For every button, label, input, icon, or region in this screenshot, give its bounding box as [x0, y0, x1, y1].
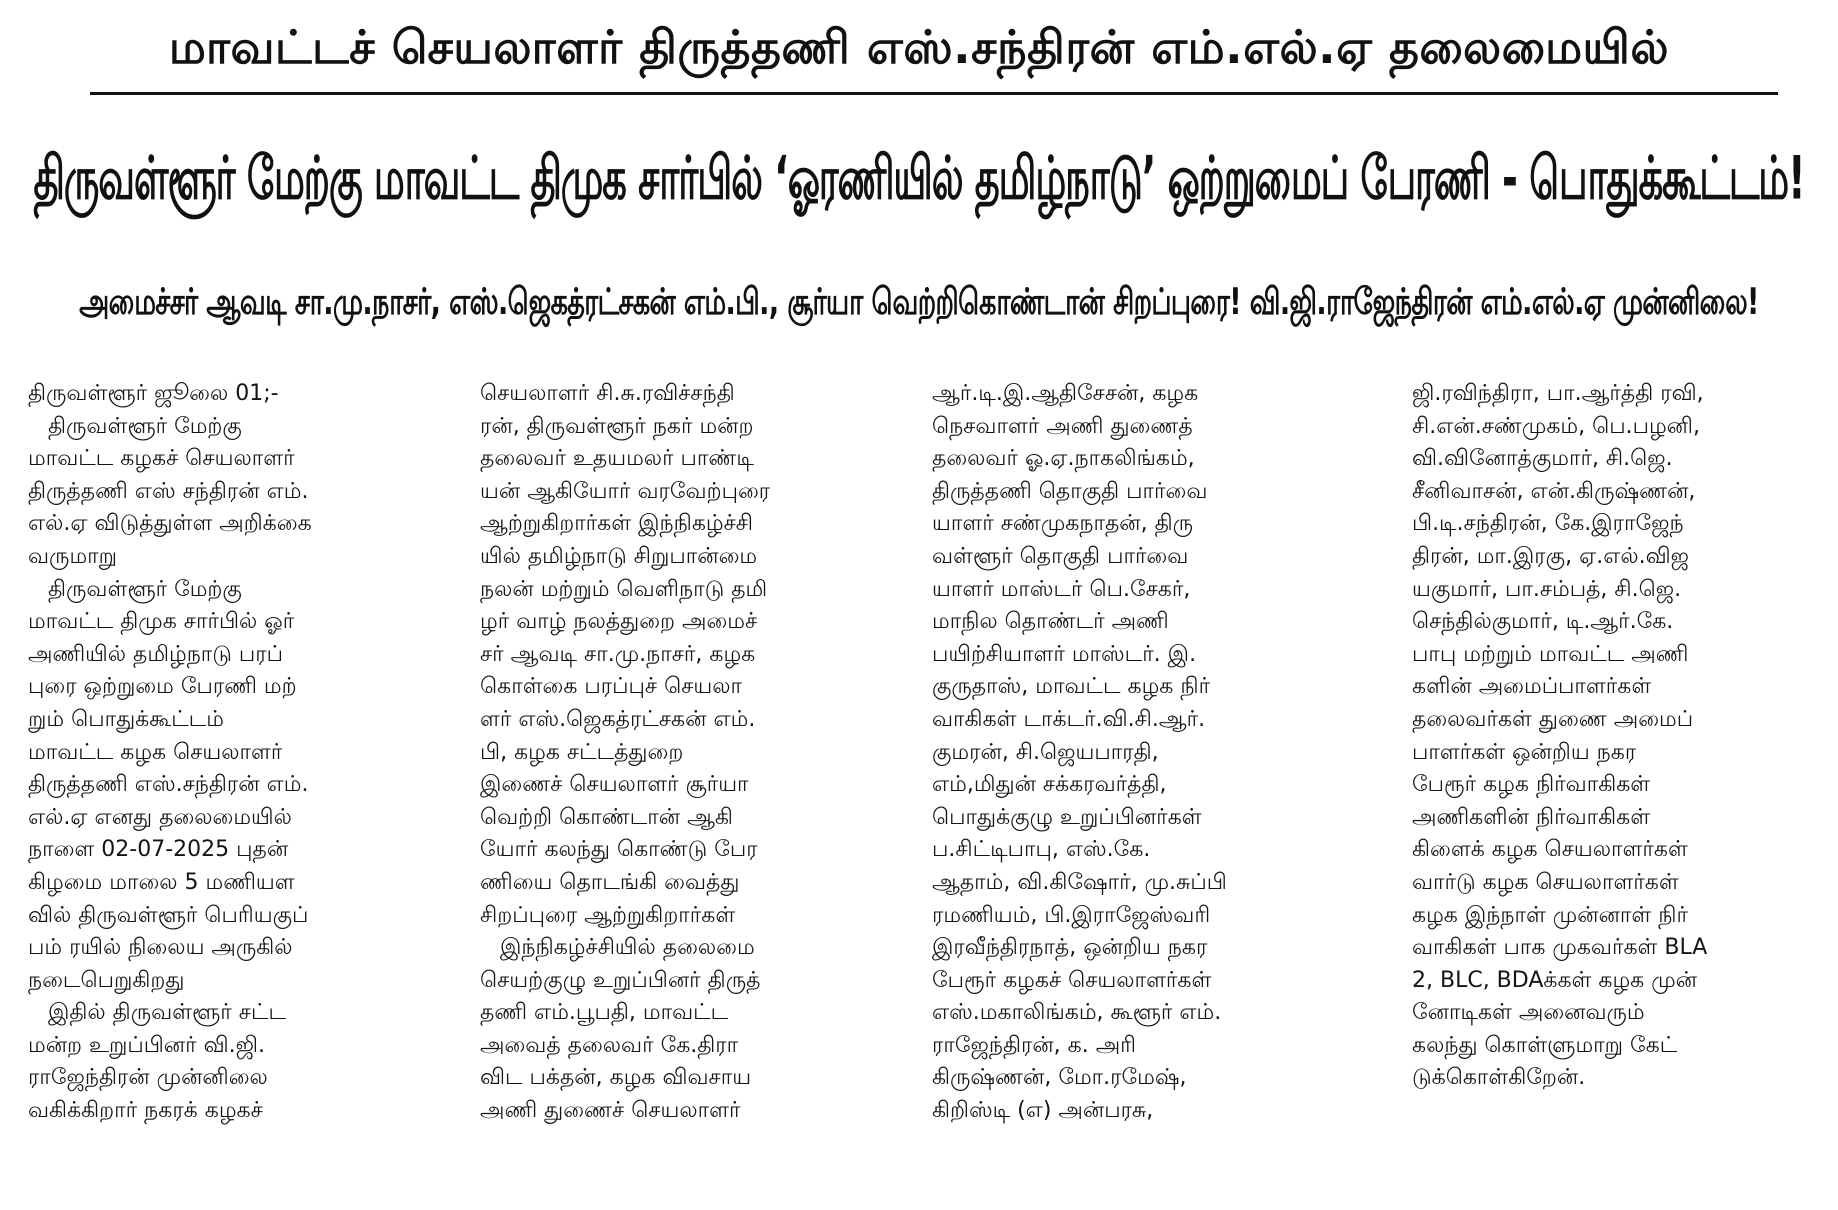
article-text-line: ரன், திருவள்ளூர் நகர் மன்ற	[480, 413, 754, 439]
article-text-line: ராஜேந்திரன் முன்னிலை	[28, 1065, 268, 1091]
article-text-line: பேரூர் கழகச் செயலாளர்கள்	[932, 967, 1212, 993]
article-text-line: கலந்து கொள்ளுமாறு கேட்	[1412, 1032, 1678, 1058]
article-text-line: களின் அமைப்பாளர்கள்	[1412, 674, 1652, 700]
article-column-3	[932, 378, 1352, 1208]
article-text-line: நாளை 02-07-2025 புதன்	[28, 837, 289, 863]
article-text-line: பயிற்சியாளர் மாஸ்டர். இ.	[932, 641, 1197, 667]
article-text-line: யன் ஆகியோர் வரவேற்புரை	[480, 478, 771, 504]
article-text-line: ராஜேந்திரன், க. அரி	[932, 1032, 1136, 1058]
article-text-line: சி.என்.சண்முகம், பெ.பழனி,	[1412, 413, 1700, 439]
article-text-line: வாகிகள் டாக்டர்.வி.சி.ஆர்.	[932, 706, 1206, 732]
article-text-line: ப.சிட்டிபாபு, எஸ்.கே.	[932, 837, 1151, 863]
article-text-line: கிறிஸ்டி (எ) அன்பரசு,	[932, 1098, 1154, 1124]
article-text-line: ஆற்றுகிறார்கள் இந்நிகழ்ச்சி	[480, 511, 754, 537]
article-text-line: நடைபெறுகிறது	[28, 967, 185, 993]
article-body	[28, 378, 1818, 1208]
article-text-line: அணிகளின் நிர்வாகிகள்	[1412, 804, 1651, 830]
article-text-line: திருவள்ளூர் மேற்கு	[48, 576, 242, 602]
article-text-line: வில் திருவள்ளூர் பெரியகுப்	[28, 902, 309, 928]
article-text-line: திருத்தணி எஸ்.சந்திரன் எம்.	[28, 772, 309, 798]
article-text-line: குருதாஸ், மாவட்ட கழக நிர்	[932, 674, 1211, 700]
article-text-line: மாவட்ட திமுக சார்பில் ஓர்	[28, 609, 295, 635]
article-text-line: எம்,மிதுன் சக்கரவர்த்தி,	[932, 772, 1167, 798]
article-text-line: வருமாறு	[28, 543, 118, 569]
article-text-line: ஆதாம், வி.கிஷோர், மு.சுப்பி	[932, 869, 1227, 895]
article-text-line: யோர் கலந்து கொண்டு பேர	[480, 837, 758, 863]
article-text-line: யாளர் சண்முகநாதன், திரு	[932, 511, 1194, 537]
article-text-line: திருத்தணி எஸ் சந்திரன் எம்.	[28, 478, 309, 504]
article-text-line: வார்டு கழக செயலாளர்கள்	[1412, 869, 1679, 895]
article-text-line: வெற்றி கொண்டான் ஆகி	[480, 804, 733, 830]
article-text-line: தலைவர்கள் துணை அமைப்	[1412, 706, 1694, 732]
article-text-line: ணியை தொடங்கி வைத்து	[480, 869, 740, 895]
article-text-line: பாபு மற்றும் மாவட்ட அணி	[1412, 641, 1689, 667]
article-text-line: பேரூர் கழக நிர்வாகிகள்	[1412, 772, 1651, 798]
article-text-line: ஆர்.டி.இ.ஆதிசேசன், கழக	[932, 381, 1199, 406]
subheadline: அமைச்சர் ஆவடி சா.மு.நாசர், எஸ்.ஜெகத்ரட்சகன் எம்.பி., சூர்யா வெற்றிகொண்டான் சிறப்புரை! வி.ஜி.ராஜேந்திரன் எம்.எல்.ஏ முன்னிலை!	[79, 281, 1759, 324]
article-text-line: திருவள்ளூர் ஜூலை 01;-	[28, 381, 279, 406]
article-text-line: பம் ரயில் நிலைய அருகில்	[28, 935, 293, 961]
article-text-line: விட பக்தன், கழக விவசாய	[480, 1065, 752, 1091]
article-text-line: கிழமை மாலை 5 மணியள	[28, 869, 295, 895]
article-text-line: 2, BLC, BDAக்கள் கழக முன்	[1412, 967, 1697, 993]
article-text-line: ரமணியம், பி.இராஜேஸ்வரி	[932, 902, 1211, 928]
article-text-line: சீனிவாசன், என்.கிருஷ்ணன்,	[1412, 478, 1696, 504]
article-text-line: ளர் எஸ்.ஜெகத்ரட்சகன் எம்.	[480, 706, 756, 732]
article-text-line: டுக்கொள்கிறேன்.	[1412, 1065, 1586, 1091]
article-text-line: யாளர் மாஸ்டர் பெ.சேகர்,	[932, 576, 1191, 602]
article-text-line: திரன், மா.இரகு, ஏ.எல்.விஜ	[1412, 543, 1689, 569]
article-column-1	[28, 378, 448, 1208]
article-text-line: செயற்குழு உறுப்பினர் திருத்	[480, 967, 761, 993]
kicker-headline: மாவட்டச் செயலாளர் திருத்தணி எஸ்.சந்திரன் எம்.எல்.ஏ தலைமையில்	[168, 20, 1670, 74]
article-text-line: வள்ளூர் தொகுதி பார்வை	[932, 543, 1189, 569]
article-text-line: கழக இந்நாள் முன்னாள் நிர்	[1412, 902, 1688, 928]
article-text-line: குமரன், சி.ஜெயபாரதி,	[932, 739, 1159, 765]
article-text-line: வாகிகள் பாக முகவர்கள் BLA	[1412, 935, 1708, 961]
article-text-line: கிளைக் கழக செயலாளர்கள்	[1412, 837, 1688, 863]
main-headline: திருவள்ளூர் மேற்கு மாவட்ட திமுக சார்பில் ‘ஓரணியில் தமிழ்நாடு’ ஒற்றுமைப் பேரணி - பொதுக்கூட்டம்!	[33, 144, 1805, 215]
article-text-line: கொள்கை பரப்புச் செயலா	[480, 674, 743, 700]
article-text-line: எல்.ஏ விடுத்துள்ள அறிக்கை	[28, 511, 312, 537]
article-text-line: யில் தமிழ்நாடு சிறுபான்மை	[480, 543, 758, 569]
article-text-line: கிருஷ்ணன், மோ.ரமேஷ்,	[932, 1065, 1187, 1091]
article-text-line: திருத்தணி தொகுதி பார்வை	[932, 478, 1208, 504]
article-text-line: செயலாளர் சி.சு.ரவிச்சந்தி	[480, 381, 735, 406]
article-text-line: றும் பொதுக்கூட்டம்	[28, 706, 225, 732]
article-text-line: அணியில் தமிழ்நாடு பரப்	[28, 641, 284, 667]
article-text-line: அவைத் தலைவர் கே.திரா	[480, 1032, 739, 1058]
article-text-line: இரவீந்திரநாத், ஒன்றிய நகர	[932, 935, 1208, 961]
article-text-line: நெசவாளர் அணி துணைத்	[932, 413, 1193, 439]
article-text-line: பொதுக்குழு உறுப்பினர்கள்	[932, 804, 1202, 830]
article-text-line: மன்ற உறுப்பினர் வி.ஜி.	[28, 1032, 265, 1058]
article-text-line: மாவட்ட கழக செயலாளர்	[28, 739, 283, 765]
article-text-line: எஸ்.மகாலிங்கம், கூளூர் எம்.	[932, 1000, 1222, 1026]
article-text-line: ஜி.ரவிந்திரா, பா.ஆர்த்தி ரவி,	[1412, 381, 1704, 406]
article-text-line: தலைவர் ஓ.ஏ.நாகலிங்கம்,	[932, 446, 1195, 472]
article-text-line: ழர் வாழ் நலத்துறை அமைச்	[480, 609, 758, 635]
article-text-line: சிறப்புரை ஆற்றுகிறார்கள்	[480, 902, 736, 928]
article-text-line: புரை ஒற்றுமை பேரணி மற்	[28, 674, 297, 700]
article-text-line: செந்தில்குமார், டி.ஆர்.கே.	[1412, 609, 1674, 635]
article-text-line: யகுமார், பா.சம்பத், சி.ஜெ.	[1412, 576, 1682, 602]
article-column-2	[480, 378, 900, 1208]
article-text-line: இதில் திருவள்ளூர் சட்ட	[48, 1000, 286, 1026]
article-text-line: இணைச் செயலாளர் சூர்யா	[480, 772, 749, 798]
article-text-line: தணி எம்.பூபதி, மாவட்ட	[480, 1000, 729, 1026]
article-text-line: வி.வினோத்குமார், சி.ஜெ.	[1412, 446, 1673, 472]
article-text-line: வகிக்கிறார் நகரக் கழகச்	[28, 1098, 263, 1124]
article-text-line: தலைவர் உதயமலர் பாண்டி	[480, 446, 754, 472]
article-text-line: பி, கழக சட்டத்துறை	[480, 739, 684, 765]
article-text-line: எல்.ஏ எனது தலைமையில்	[28, 804, 292, 830]
article-column-4	[1412, 378, 1832, 1208]
article-text-line: னோடிகள் அனைவரும்	[1412, 1000, 1645, 1026]
article-text-line: பி.டி.சந்திரன், கே.இராஜேந்	[1412, 511, 1684, 537]
article-text-line: அணி துணைச் செயலாளர்	[480, 1098, 741, 1124]
article-text-line: இந்நிகழ்ச்சியில் தலைமை	[500, 935, 755, 961]
article-text-line: திருவள்ளூர் மேற்கு	[48, 413, 242, 439]
article-text-line: மாநில தொண்டர் அணி	[932, 609, 1169, 635]
article-text-line: பாளர்கள் ஒன்றிய நகர	[1412, 739, 1637, 765]
article-text-line: மாவட்ட கழகச் செயலாளர்	[28, 446, 295, 472]
article-text-line: நலன் மற்றும் வெளிநாடு தமி	[480, 576, 768, 602]
article-text-line: சர் ஆவடி சா.மு.நாசர், கழக	[480, 641, 756, 667]
